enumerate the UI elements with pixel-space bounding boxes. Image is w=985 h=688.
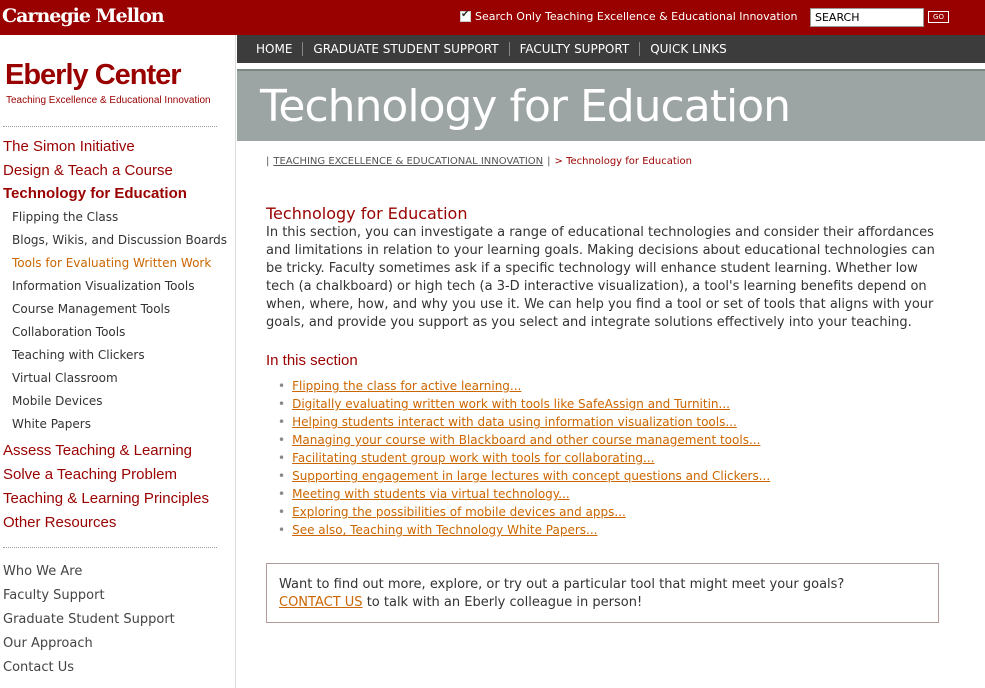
breadcrumb <box>266 156 692 167</box>
list-item <box>278 431 770 449</box>
sidebar <box>0 35 236 688</box>
main-navigation <box>237 35 985 63</box>
section-link[interactable]: See also, Teaching with Technology White Papers... <box>292 523 598 537</box>
sidebar-subitem-mobile-devices[interactable]: Mobile Devices <box>12 394 103 408</box>
go-button[interactable]: GO <box>928 11 949 23</box>
list-item <box>278 413 770 431</box>
nav-home[interactable]: HOME <box>246 42 303 56</box>
section-link[interactable]: Meeting with students via virtual technology... <box>292 487 570 501</box>
sidebar-subitem-clickers[interactable]: Teaching with Clickers <box>12 348 145 362</box>
sidebar-subitem-virtual-classroom[interactable]: Virtual Classroom <box>12 371 118 385</box>
sidebar-item-design-teach[interactable]: Design & Teach a Course <box>3 162 173 179</box>
divider <box>3 547 217 548</box>
callout-text: Want to find out more, explore, or try out a particular tool that might meet your goals? <box>279 577 845 592</box>
sidebar-item-assess[interactable]: Assess Teaching & Learning <box>3 442 193 459</box>
section-link[interactable]: Digitally evaluating written work with tools like SafeAssign and Turnitin... <box>292 397 730 411</box>
breadcrumb-separator: | <box>547 156 551 167</box>
search-scope-label: Search Only Teaching Excellence & Educational Innovation <box>475 10 798 23</box>
search-input[interactable] <box>810 8 924 27</box>
sidebar-item-technology-education[interactable]: Technology for Education <box>3 185 187 202</box>
list-item <box>278 395 770 413</box>
list-item <box>278 521 770 539</box>
nav-graduate-student-support[interactable]: GRADUATE STUDENT SUPPORT <box>303 42 509 56</box>
section-link[interactable]: Facilitating student group work with tools for collaborating... <box>292 451 655 465</box>
footer-link-graduate-support[interactable]: Graduate Student Support <box>3 612 175 627</box>
sidebar-item-principles[interactable]: Teaching & Learning Principles <box>3 490 209 507</box>
section-heading: In this section <box>266 352 358 369</box>
sidebar-subitem-info-visualization[interactable]: Information Visualization Tools <box>12 279 195 293</box>
section-link[interactable]: Exploring the possibilities of mobile devices and apps... <box>292 505 626 519</box>
footer-link-faculty-support[interactable]: Faculty Support <box>3 588 105 603</box>
list-item <box>278 485 770 503</box>
list-item <box>278 503 770 521</box>
nav-quick-links[interactable]: QUICK LINKS <box>650 42 727 56</box>
eberly-center-tagline: Teaching Excellence & Educational Innovation <box>6 95 211 106</box>
intro-paragraph: In this section, you can investigate a range of educational technologies and consider their affordances and limitations in relation to your learning goals. Making decisions about educational technologies can be tricky. Faculty sometimes ask if a specific technology will enhance student learning. Whether low tech (a chalkboard) or high tech (a 3-D interactive visualization), a tool's learning benefits depend on when, where, how, and why you use it. We can help you find a tool or set of tools that aligns with your goals, and provide you support as you select and integrate solutions effectively into your teaching. <box>266 225 935 330</box>
nav-faculty-support[interactable]: FACULTY SUPPORT <box>510 42 641 56</box>
breadcrumb-separator: | <box>266 156 270 167</box>
sidebar-subitem-course-management[interactable]: Course Management Tools <box>12 302 171 316</box>
contact-callout <box>266 563 939 623</box>
list-item <box>278 467 770 485</box>
breadcrumb-link-home[interactable]: TEACHING EXCELLENCE & EDUCATIONAL INNOVATION <box>273 156 544 167</box>
sidebar-subitem-collaboration[interactable]: Collaboration Tools <box>12 325 126 339</box>
section-link[interactable]: Helping students interact with data using information visualization tools... <box>292 415 737 429</box>
breadcrumb-current: > Technology for Education <box>554 156 692 167</box>
section-link[interactable]: Flipping the class for active learning... <box>292 379 522 393</box>
list-item <box>278 449 770 467</box>
top-bar <box>0 0 985 35</box>
footer-link-contact-us[interactable]: Contact Us <box>3 660 74 675</box>
callout-text-2: to talk with an Eberly colleague in person! <box>362 595 643 610</box>
section-links-list <box>278 377 770 539</box>
sidebar-item-other-resources[interactable]: Other Resources <box>3 514 117 531</box>
eberly-center-logo[interactable]: Eberly Center <box>5 59 181 91</box>
sidebar-subitem-blogs[interactable]: Blogs, Wikis, and Discussion Boards <box>12 233 228 247</box>
search-scope-option[interactable] <box>460 10 797 23</box>
callout-line <box>279 594 926 612</box>
banner-title: Technology for Education <box>260 81 790 132</box>
sidebar-item-simon-initiative[interactable]: The Simon Initiative <box>3 138 135 155</box>
contact-us-link[interactable]: CONTACT US <box>279 595 363 610</box>
section-link[interactable]: Supporting engagement in large lectures with concept questions and Clickers... <box>292 469 771 483</box>
list-item <box>278 377 770 395</box>
page-banner <box>237 69 985 141</box>
sidebar-subitem-flipping[interactable]: Flipping the Class <box>12 210 119 224</box>
sidebar-subitem-white-papers[interactable]: White Papers <box>12 417 91 431</box>
footer-link-our-approach[interactable]: Our Approach <box>3 636 93 651</box>
search-scope-checkbox[interactable] <box>460 11 471 22</box>
footer-link-who-we-are[interactable]: Who We Are <box>3 564 83 579</box>
page-title: Technology for Education <box>266 204 468 223</box>
section-link[interactable]: Managing your course with Blackboard and other course management tools... <box>292 433 761 447</box>
sidebar-subitem-evaluating-written-work[interactable]: Tools for Evaluating Written Work <box>12 256 212 270</box>
divider <box>3 126 217 127</box>
cmu-logo[interactable]: Carnegie Mellon <box>2 5 164 27</box>
sidebar-item-solve-problem[interactable]: Solve a Teaching Problem <box>3 466 177 483</box>
